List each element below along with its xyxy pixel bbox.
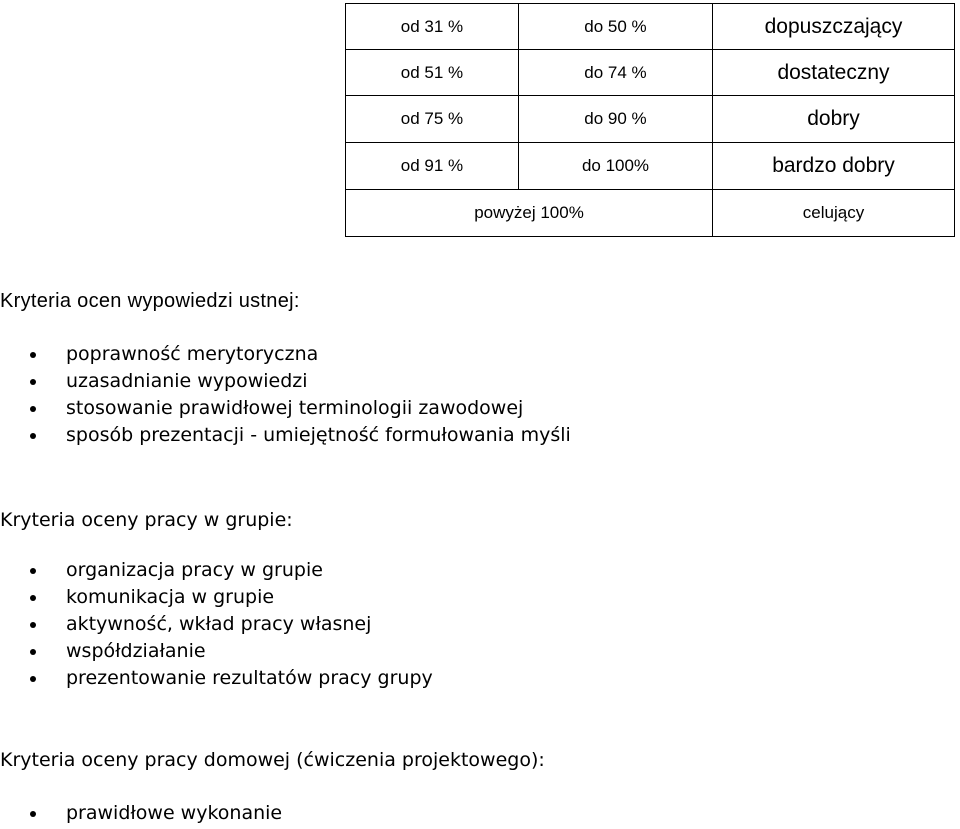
criteria-list — [0, 800, 545, 827]
bullet-icon — [30, 676, 36, 682]
list-item — [0, 395, 571, 422]
list-item-label: komunikacja w grupie — [66, 586, 275, 608]
grade-cell: dopuszczający — [713, 4, 955, 50]
bullet-icon — [30, 433, 36, 439]
criteria-list — [0, 557, 433, 692]
group-criteria-section — [0, 507, 433, 692]
grade-cell: celujący — [713, 190, 955, 237]
list-item — [0, 422, 571, 449]
list-item — [0, 584, 433, 611]
homework-criteria-section — [0, 747, 545, 827]
criteria-list — [0, 341, 571, 449]
section-heading: Kryteria oceny pracy w grupie: — [0, 509, 293, 531]
list-item-label: organizacja pracy w grupie — [66, 559, 323, 581]
grading-scale-table — [345, 3, 955, 237]
bullet-icon — [30, 811, 36, 817]
bullet-icon — [30, 649, 36, 655]
range-from-cell: od 31 % — [346, 4, 519, 50]
grade-cell: dostateczny — [713, 50, 955, 96]
table-row — [346, 50, 955, 96]
table-row — [346, 143, 955, 190]
range-from-cell: od 51 % — [346, 50, 519, 96]
list-item-label: aktywność, wkład pracy własnej — [66, 613, 372, 635]
section-heading: Kryteria oceny pracy domowej (ćwiczenia projektowego): — [0, 749, 545, 771]
grade-cell: bardzo dobry — [713, 143, 955, 190]
bullet-icon — [30, 406, 36, 412]
table-row — [346, 4, 955, 50]
range-to-cell: do 100% — [519, 143, 713, 190]
list-item — [0, 611, 433, 638]
list-item-label: prawidłowe wykonanie — [66, 802, 283, 824]
bullet-icon — [30, 595, 36, 601]
range-from-cell: od 91 % — [346, 143, 519, 190]
list-item — [0, 800, 545, 827]
range-from-cell: od 75 % — [346, 96, 519, 143]
list-item — [0, 638, 433, 665]
bullet-icon — [30, 568, 36, 574]
list-item — [0, 341, 571, 368]
grade-cell: dobry — [713, 96, 955, 143]
list-item-label: poprawność merytoryczna — [66, 343, 319, 365]
range-to-cell: do 90 % — [519, 96, 713, 143]
table-row — [346, 190, 955, 237]
oral-criteria-section — [0, 288, 571, 449]
range-to-cell: do 74 % — [519, 50, 713, 96]
table-row — [346, 96, 955, 143]
section-heading: Kryteria ocen wypowiedzi ustnej: — [0, 290, 300, 312]
bullet-icon — [30, 622, 36, 628]
bullet-icon — [30, 379, 36, 385]
range-cell: powyżej 100% — [346, 190, 713, 237]
list-item-label: prezentowanie rezultatów pracy grupy — [66, 667, 433, 689]
bullet-icon — [30, 352, 36, 358]
range-to-cell: do 50 % — [519, 4, 713, 50]
list-item-label: stosowanie prawidłowej terminologii zawodowej — [66, 397, 524, 419]
list-item-label: sposób prezentacji - umiejętność formułowania myśli — [66, 424, 571, 446]
list-item — [0, 557, 433, 584]
list-item-label: współdziałanie — [66, 640, 206, 662]
list-item — [0, 368, 571, 395]
list-item-label: uzasadnianie wypowiedzi — [66, 370, 308, 392]
list-item — [0, 665, 433, 692]
